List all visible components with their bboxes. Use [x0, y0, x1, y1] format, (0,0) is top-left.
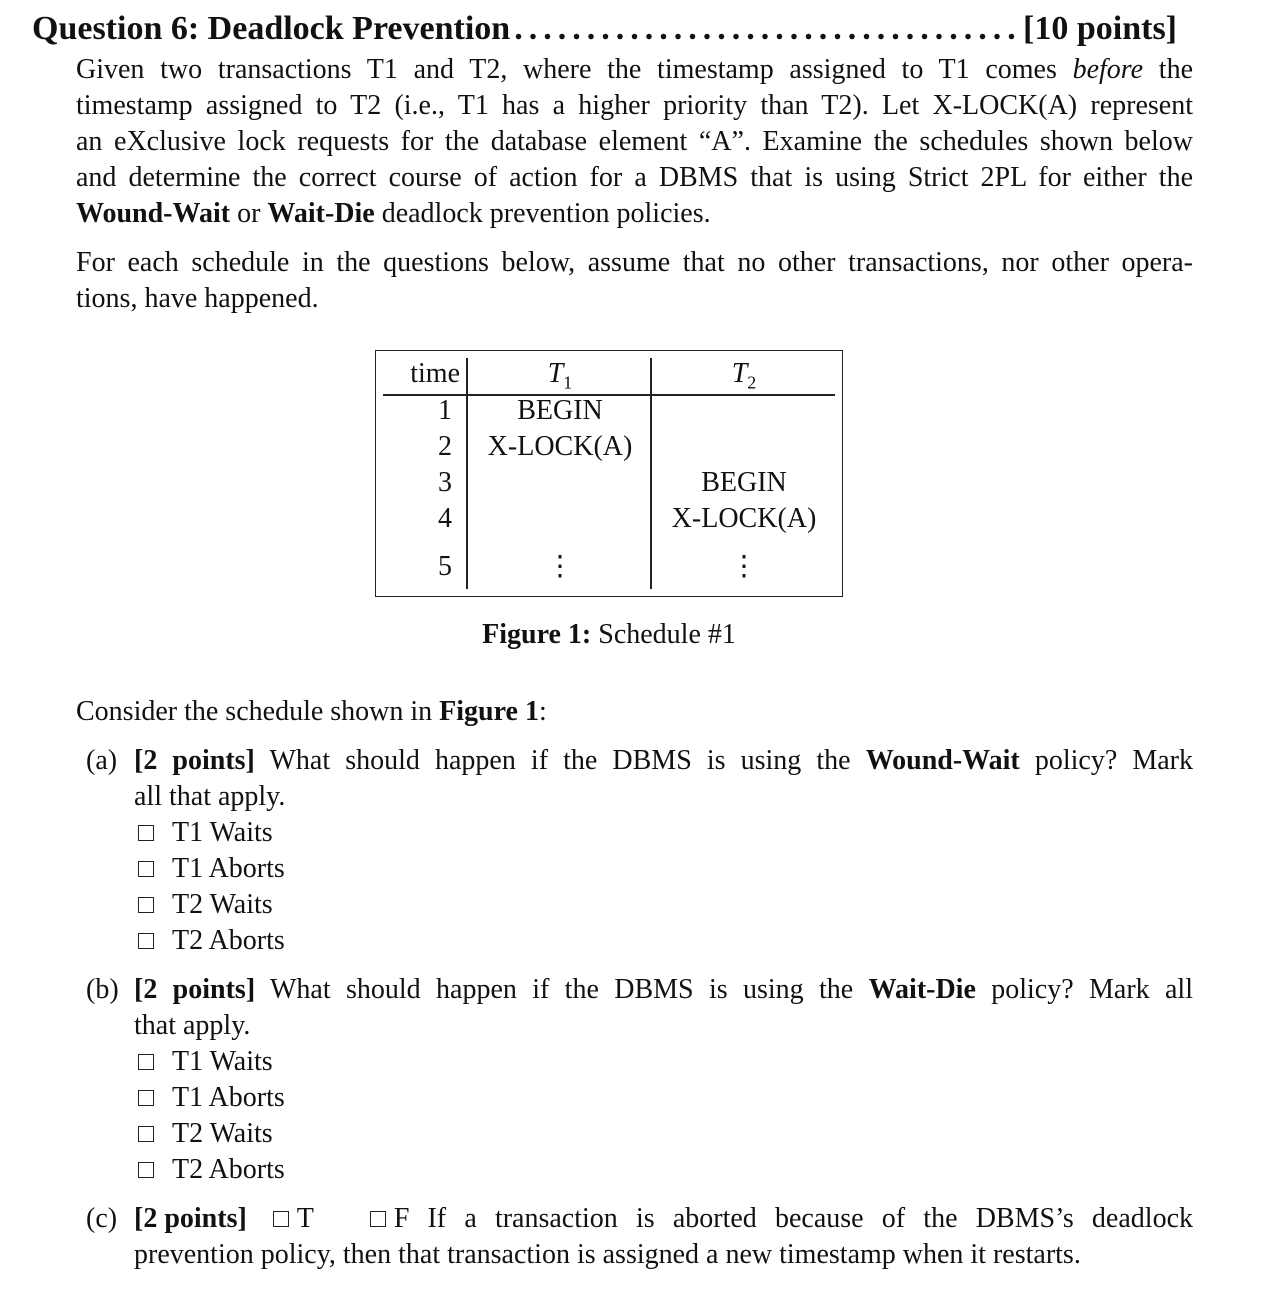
question-label: (a) [86, 745, 118, 776]
text-segment: policy? Mark [1019, 745, 1193, 776]
option-checkbox-item[interactable] [134, 851, 1193, 887]
text-segment: timestamp assigned to T2 (i.e., T1 has a higher priority than T2). Let X-LOCK(A) represent [76, 90, 1193, 121]
true-checkbox[interactable] [273, 1211, 289, 1227]
text-segment: that apply. [134, 1010, 251, 1041]
checkbox[interactable] [138, 861, 154, 877]
true-label: T [296, 1203, 314, 1234]
row-time: 4 [438, 503, 452, 534]
option-label: T1 Waits [172, 1046, 273, 1077]
option-label: T2 Aborts [172, 1154, 285, 1185]
option-label: T1 Waits [172, 817, 273, 848]
text-segment: Consider the schedule shown in [76, 696, 440, 727]
caption-label: Figure 1: [482, 619, 592, 650]
option-label: T2 Waits [172, 1118, 273, 1149]
text-line [76, 124, 1193, 160]
question-a [86, 743, 1193, 959]
question-c [86, 1201, 1193, 1273]
option-label: T1 Aborts [172, 1082, 285, 1113]
option-checkbox-item[interactable] [134, 923, 1193, 959]
dot-leader [514, 10, 1019, 48]
row-t2-op: BEGIN [701, 467, 787, 498]
text-segment: What should happen if the DBMS is using the [255, 974, 869, 1005]
row-time: 1 [438, 395, 452, 426]
text-line [76, 245, 1193, 281]
text-segment: tions, have happened. [76, 283, 319, 314]
option-label: T2 Waits [172, 889, 273, 920]
text-segment: For each schedule in the questions below, assume that no other transactions, nor other opera- [76, 247, 1193, 278]
schedule-table [375, 350, 843, 597]
text-segment: or [230, 198, 268, 229]
question-points: [10 points] [1023, 10, 1177, 47]
option-checkbox-item[interactable] [134, 1152, 1193, 1188]
text-segment: before [1072, 54, 1144, 85]
header-t2 [652, 356, 836, 401]
row-t1-op: X-LOCK(A) [487, 431, 633, 462]
option-checkbox-item[interactable] [134, 1044, 1193, 1080]
header-t1-name: T [547, 358, 564, 389]
text-line [134, 1008, 1193, 1044]
text-segment: Wait-Die [267, 198, 375, 229]
checkbox[interactable] [138, 1090, 154, 1106]
option-label: T1 Aborts [172, 853, 285, 884]
text-line [76, 160, 1193, 196]
text-segment: an eXclusive lock requests for the database element “A”. Examine the schedules shown below [76, 126, 1193, 157]
text-segment: policy? Mark all [975, 974, 1193, 1005]
question-label: (b) [86, 974, 119, 1005]
text-line [134, 779, 1193, 815]
text-segment: deadlock prevention policies. [374, 198, 711, 229]
row-t2-op: ⋮ [730, 551, 758, 582]
row-time: 3 [438, 467, 452, 498]
text-segment: Figure 1 [439, 696, 539, 727]
option-checkbox-item[interactable] [134, 1116, 1193, 1152]
question-text: prevention policy, then that transaction is assigned a new timestamp when it restarts. [134, 1239, 1081, 1270]
assumption-paragraph [76, 245, 1193, 317]
text-line [134, 743, 1193, 779]
checkbox[interactable] [138, 1162, 154, 1178]
option-label: T2 Aborts [172, 925, 285, 956]
false-checkbox[interactable] [370, 1211, 386, 1227]
text-segment: [2 points] [134, 745, 255, 776]
checkbox[interactable] [138, 825, 154, 841]
consider-text [76, 694, 1193, 730]
option-checkbox-item[interactable] [134, 887, 1193, 923]
option-checkbox-item[interactable] [134, 815, 1193, 851]
row-time: 5 [438, 551, 452, 582]
header-t2-name: T [731, 358, 748, 389]
checkbox[interactable] [138, 933, 154, 949]
text-segment: and determine the correct course of action for a DBMS that is using Strict 2PL for either the [76, 162, 1193, 193]
option-checkbox-item[interactable] [134, 1080, 1193, 1116]
text-line [76, 88, 1193, 124]
intro-paragraph [76, 52, 1193, 232]
text-segment: all that apply. [134, 781, 286, 812]
checkbox[interactable] [138, 1126, 154, 1142]
header-t2-subscript: 2 [747, 372, 757, 393]
question-points: [2 points] [134, 1203, 247, 1234]
checkbox[interactable] [138, 897, 154, 913]
text-line [76, 52, 1193, 88]
question-title [32, 10, 1177, 48]
false-label: F [393, 1203, 410, 1234]
text-segment: What should happen if the DBMS is using the [254, 745, 866, 776]
row-t2-op: X-LOCK(A) [671, 503, 817, 534]
figure-caption [0, 619, 1218, 651]
text-line [134, 972, 1193, 1008]
text-segment: : [538, 696, 547, 727]
text-segment: the [1143, 54, 1193, 85]
question-heading: Question 6: Deadlock Prevention [32, 10, 511, 47]
text-segment: Wait-Die [868, 974, 976, 1005]
text-line [76, 196, 1193, 232]
text-line [76, 281, 1193, 317]
question-text: If a transaction is aborted because of the DBMS’s deadlock [427, 1203, 1193, 1234]
text-segment: Wound-Wait [76, 198, 231, 229]
question-b [86, 972, 1193, 1188]
text-segment: [2 points] [134, 974, 256, 1005]
checkbox[interactable] [138, 1054, 154, 1070]
row-time: 2 [438, 431, 452, 462]
caption-text: Schedule #1 [591, 619, 736, 650]
header-time: time [410, 358, 460, 389]
text-segment: Wound-Wait [865, 745, 1020, 776]
row-t1-op: ⋮ [546, 551, 574, 582]
header-t1-subscript: 1 [563, 372, 573, 393]
question-label: (c) [86, 1203, 118, 1234]
row-t1-op: BEGIN [517, 395, 603, 426]
text-segment: Given two transactions T1 and T2, where the timestamp assigned to T1 comes [76, 54, 1073, 85]
